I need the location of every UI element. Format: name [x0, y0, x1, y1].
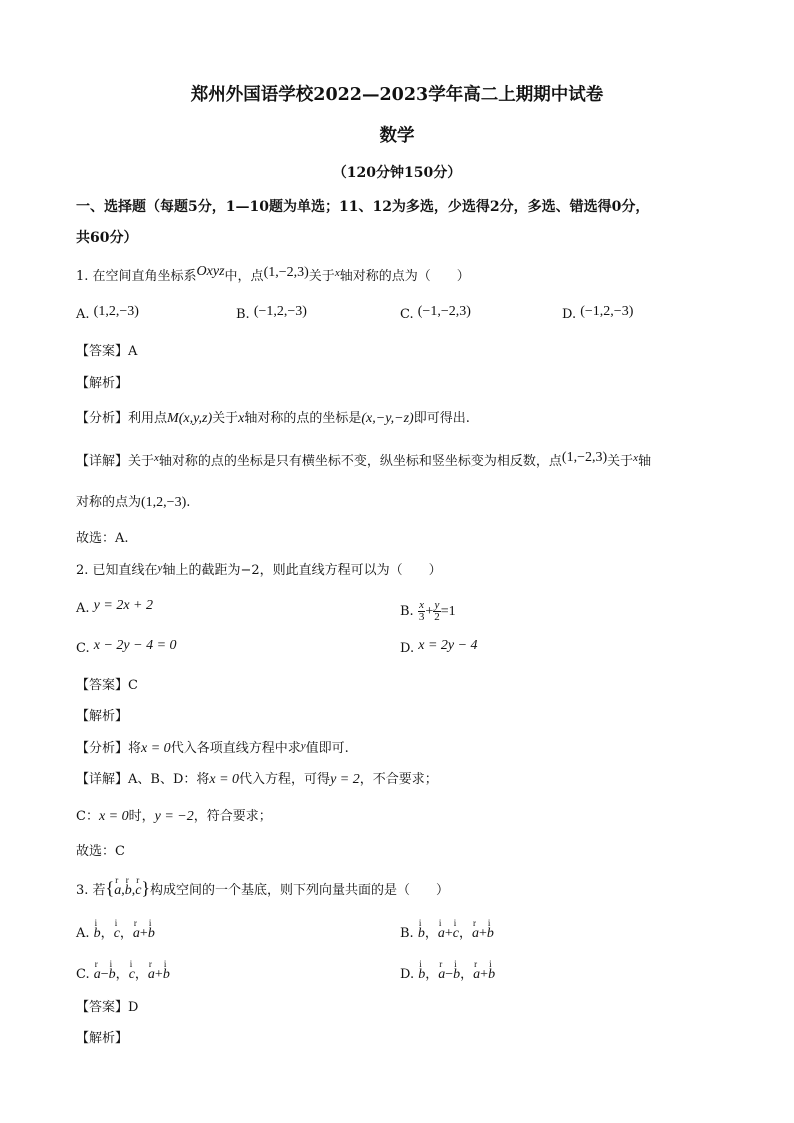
- separator: ，: [134, 967, 148, 982]
- vector-a: r a: [133, 921, 140, 943]
- math: x = 0: [98, 809, 129, 824]
- subject-title: 数学: [379, 126, 415, 146]
- vector-a: r a: [473, 962, 480, 984]
- option-value: (−1,2,−3): [253, 304, 307, 319]
- numerator: y: [434, 599, 440, 611]
- vector-b: i b: [148, 921, 155, 943]
- vector-b: i b: [453, 962, 460, 984]
- text: 轴: [638, 454, 652, 469]
- math: (1,2,−3): [141, 495, 187, 510]
- option-label: C.: [76, 967, 90, 982]
- section-heading-line2: 共60分）: [76, 230, 138, 246]
- math: x: [238, 411, 245, 426]
- q1-analysis-heading: 【解析】: [76, 376, 129, 391]
- option-label: A.: [76, 307, 90, 322]
- vector-b: i b: [418, 921, 425, 943]
- q1-stem-text: 中，点: [224, 269, 264, 284]
- q3-answer: 【答案】D: [76, 1000, 139, 1015]
- vector-c: i c: [129, 962, 135, 984]
- plus: +: [425, 604, 434, 619]
- math: (1,−2,3): [561, 450, 608, 465]
- math: x = 0: [209, 772, 240, 787]
- text: 对称的点为: [76, 495, 142, 510]
- q1-stem-text: 轴对称的点为（ ）: [339, 269, 470, 284]
- math: (x,−y,−z): [361, 411, 414, 426]
- text: 轴对称的点的坐标是只有横坐标不变，纵坐标和竖坐标变为相反数，点: [158, 454, 562, 469]
- option-value: x − 2y − 4 = 0: [93, 638, 177, 653]
- separator: ，: [100, 926, 114, 941]
- text: C：: [76, 809, 99, 824]
- question-1-stem: [76, 264, 470, 286]
- vector-a: r a: [438, 962, 445, 984]
- separator: ，: [425, 967, 439, 982]
- q1-option-b: [236, 306, 307, 324]
- option-value: x = 2y − 4: [418, 638, 478, 653]
- option-label: D.: [400, 641, 415, 656]
- separator: ，: [119, 926, 133, 941]
- separator: ，: [458, 926, 472, 941]
- vector-a: r a: [472, 921, 479, 943]
- option-value: y = 2x + 2: [93, 598, 153, 613]
- comma: ,: [131, 883, 136, 898]
- option-label: A.: [76, 601, 90, 616]
- text: 值即可.: [305, 741, 349, 756]
- q2-fenxi: [76, 740, 349, 758]
- text: 关于: [607, 454, 634, 469]
- text: 轴对称的点的坐标是: [244, 411, 362, 426]
- q1-point: (1,−2,3): [263, 265, 309, 280]
- vector-b: r b: [125, 878, 132, 900]
- q3-option-c: [76, 962, 170, 984]
- fraction: [433, 600, 441, 623]
- plus: +: [139, 926, 148, 941]
- text: 代入方程，可得: [239, 772, 331, 787]
- q3-option-d: [400, 962, 495, 984]
- option-label: D.: [400, 967, 415, 982]
- option-value: (−1,2,−3): [580, 304, 634, 319]
- q2-choose: 故选：C: [76, 844, 125, 859]
- vector-c: i c: [453, 921, 459, 943]
- q1-detail-line2: [76, 494, 190, 512]
- q1-option-c: [400, 306, 471, 324]
- option-label: B.: [236, 307, 250, 322]
- plus: +: [444, 926, 453, 941]
- math: y = 2: [330, 772, 360, 787]
- math: y = −2: [154, 809, 194, 824]
- vector-a: r a: [94, 962, 101, 984]
- q1-coordinate-system: Oxyz: [196, 264, 225, 279]
- option-label: C.: [76, 641, 90, 656]
- text: .: [186, 495, 191, 510]
- denominator: 2: [434, 611, 440, 623]
- math: x: [154, 452, 159, 464]
- vector-c: i c: [114, 921, 120, 943]
- text: 代入各项直线方程中求: [170, 741, 301, 756]
- q3-option-b: [400, 921, 494, 943]
- separator: ，: [115, 967, 129, 982]
- text: 时，: [128, 809, 155, 824]
- q1-answer: 【答案】A: [76, 344, 138, 359]
- numerator: x: [419, 599, 425, 611]
- text: 【详解】关于: [76, 454, 155, 469]
- time-info: （120分钟150分）: [332, 165, 462, 181]
- brace: {: [105, 878, 115, 898]
- vector-a: i a: [438, 921, 445, 943]
- q2-answer: 【答案】C: [76, 678, 138, 693]
- equals-one: =1: [440, 604, 456, 619]
- option-label: C.: [400, 307, 414, 322]
- text: 【分析】利用点: [76, 411, 168, 426]
- text: 3. 若: [76, 883, 106, 898]
- question-2-stem: [76, 562, 442, 580]
- option-value: (−1,−2,3): [417, 304, 471, 319]
- text: 构成空间的一个基底，则下列向量共面的是（ ）: [150, 883, 450, 898]
- text: ，不合要求；: [359, 772, 438, 787]
- option-label: D.: [562, 307, 577, 322]
- option-label: B.: [400, 604, 414, 619]
- math: M: [167, 411, 179, 426]
- minus: −: [445, 967, 454, 982]
- q2-option-b: [400, 600, 456, 623]
- text: 轴上的截距为−2，则此直线方程可以为（ ）: [162, 563, 442, 578]
- q2-analysis-heading: 【解析】: [76, 709, 129, 724]
- separator: ，: [460, 967, 474, 982]
- comma: ,: [121, 883, 125, 898]
- plus: +: [480, 967, 489, 982]
- q2-option-d: [400, 640, 478, 658]
- vector-c: r c: [135, 878, 141, 900]
- minus: −: [100, 967, 109, 982]
- q1-choose: 故选：A.: [76, 531, 129, 546]
- vector-b: i b: [163, 962, 170, 984]
- option-label: A.: [76, 926, 90, 941]
- denominator: 3: [418, 611, 425, 623]
- plus: +: [154, 967, 163, 982]
- text: ，符合要求；: [193, 809, 272, 824]
- vector-b: i b: [94, 921, 101, 943]
- q1-detail-line1: [76, 450, 652, 471]
- q3-analysis-heading: 【解析】: [76, 1031, 129, 1046]
- q2-detail-c: [76, 808, 272, 826]
- option-value: (1,2,−3): [93, 304, 139, 319]
- vector-b: i b: [487, 921, 494, 943]
- q1-stem-text: 关于: [308, 269, 335, 284]
- q1-option-d: [562, 306, 633, 324]
- vector-b: i b: [109, 962, 116, 984]
- vector-b: i b: [418, 962, 425, 984]
- q2-option-c: [76, 640, 177, 658]
- math: y: [157, 562, 163, 574]
- document-title: 郑州外国语学校2022—2023学年高二上期期中试卷: [190, 85, 604, 105]
- vector-a: r a: [148, 962, 155, 984]
- section-heading-line1: 一、选择题（每题5分，1—10题为单选；11、12为多选，少选得2分，多选、错选得0分，: [76, 199, 650, 215]
- separator: ，: [424, 926, 438, 941]
- text: 关于: [212, 411, 239, 426]
- q2-detail: [76, 771, 438, 789]
- text: 【详解】A、B、D：将: [76, 772, 210, 787]
- plus: +: [478, 926, 487, 941]
- question-3-stem: [76, 878, 449, 900]
- math: (x,y,z): [178, 411, 213, 426]
- text: 【分析】将: [76, 741, 142, 756]
- text: 即可得出.: [413, 411, 470, 426]
- math: x = 0: [141, 741, 171, 756]
- text: 2. 已知直线在: [76, 563, 158, 578]
- vector-b: i b: [488, 962, 495, 984]
- vector-a: r a: [114, 878, 121, 900]
- q1-stem-text: 1. 在空间直角坐标系: [76, 269, 197, 284]
- q2-option-a: [76, 600, 153, 618]
- math: y: [300, 740, 306, 752]
- q1-axis: x: [334, 267, 340, 279]
- brace: }: [141, 878, 151, 898]
- option-label: B.: [400, 926, 414, 941]
- math: x: [633, 452, 639, 464]
- q1-fenxi: [76, 410, 470, 428]
- q3-option-a: [76, 921, 155, 943]
- q1-option-a: [76, 306, 139, 324]
